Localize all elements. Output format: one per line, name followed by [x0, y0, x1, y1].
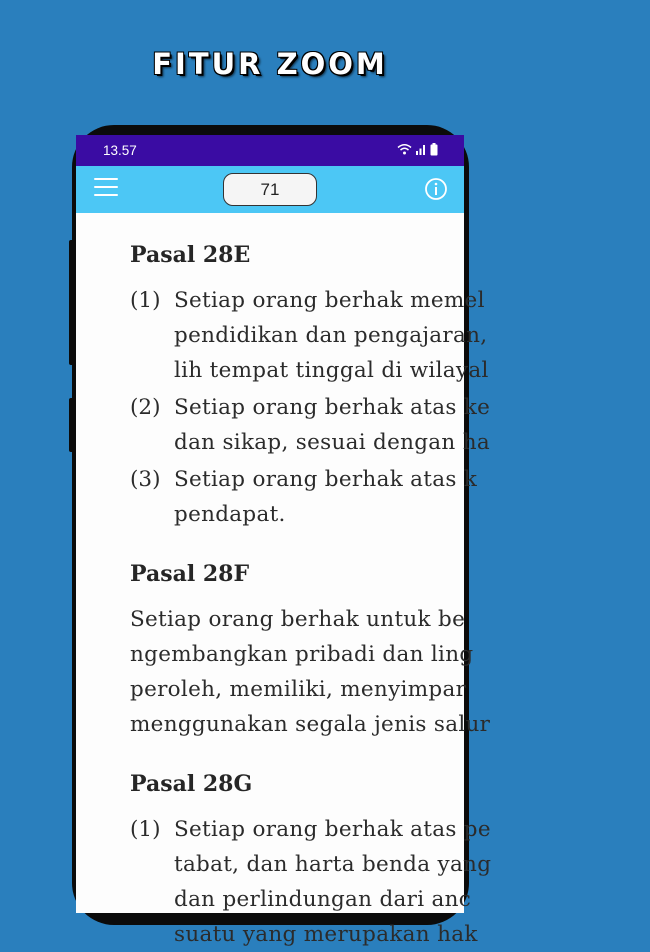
status-icons [397, 142, 438, 156]
item-line: Setiap orang berhak atas k [174, 467, 478, 492]
phone-screen [76, 135, 492, 947]
paragraph-line: menggunakan segala jenis salur [130, 712, 491, 737]
paragraph-line: Setiap orang berhak untuk be [130, 607, 466, 632]
item-line: dan perlindungan dari anc [174, 887, 472, 912]
item-line: Setiap orang berhak atas ke [174, 395, 491, 420]
item-line: suatu yang merupakan hak [174, 922, 478, 947]
pasal-28g-item-1 [130, 812, 650, 952]
page-number-field[interactable]: 71 [223, 173, 317, 206]
wifi-icon [397, 143, 412, 155]
pasal-28f-heading: Pasal 28F [130, 561, 250, 587]
pasal-28f-paragraph [130, 602, 650, 742]
paragraph-line: peroleh, memiliki, menyimpar [130, 677, 467, 702]
battery-icon [430, 143, 438, 156]
pasal-28e-item-1 [130, 283, 650, 388]
pasal-28e-item-3 [130, 462, 650, 532]
paragraph-line: ngembangkan pribadi dan ling [130, 642, 474, 667]
signal-icon [415, 143, 427, 155]
item-line: pendidikan dan pengajaran, [174, 323, 488, 348]
pasal-28g-heading: Pasal 28G [130, 771, 253, 797]
document-page [130, 237, 650, 952]
app-bar [76, 166, 464, 213]
document-viewer[interactable] [76, 213, 492, 947]
item-line: Setiap orang berhak atas pe [174, 817, 491, 842]
item-number: (2) [130, 395, 161, 420]
item-number: (3) [130, 467, 161, 492]
hamburger-menu-icon[interactable] [94, 178, 118, 200]
status-time: 13.57 [103, 143, 137, 158]
item-line: lih tempat tinggal di wilayal [174, 358, 489, 383]
info-icon[interactable] [424, 177, 448, 201]
item-number: (1) [130, 817, 161, 842]
item-number: (1) [130, 288, 161, 313]
item-line: Setiap orang berhak memel [174, 288, 485, 313]
pasal-28e-item-2 [130, 390, 650, 460]
item-line: pendapat. [174, 502, 286, 527]
pasal-28e-heading: Pasal 28E [130, 242, 251, 268]
item-line: dan sikap, sesuai dengan ha [174, 430, 490, 455]
promo-title: FITUR ZOOM [152, 47, 388, 81]
item-line: tabat, dan harta benda yang [174, 852, 492, 877]
status-bar [76, 135, 464, 166]
